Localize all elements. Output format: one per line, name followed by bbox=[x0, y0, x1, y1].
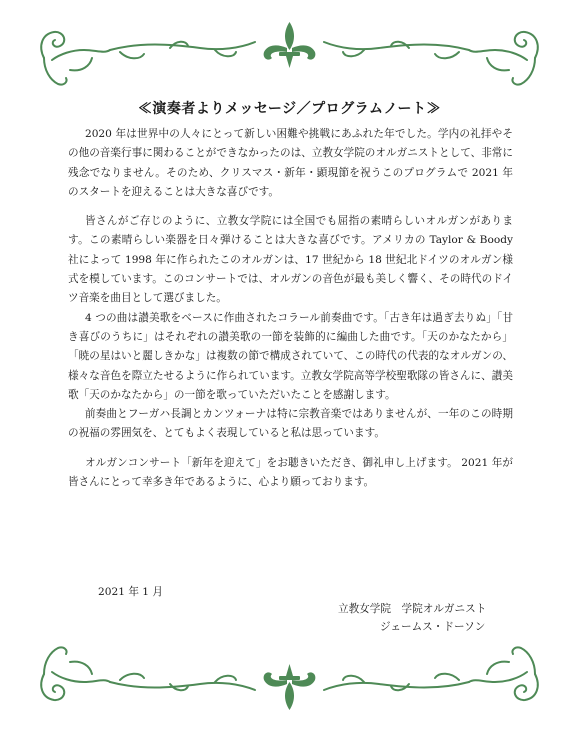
fleur-de-lis-icon bbox=[264, 22, 316, 68]
paragraph: オルガンコンサート「新年を迎えて」をお聴きいただき、御礼申し上げます。 2021 年が皆さんにとって幸多き年であるように、心より願っております。 bbox=[68, 456, 513, 489]
fleur-de-lis-icon bbox=[264, 664, 316, 710]
signature-affiliation: 立教女学院 学院オルガニスト bbox=[338, 603, 487, 615]
paragraph: 2020 年は世界中の人々にとって新しい困難や挑戦にあふれた年でした。学内の礼拝やその他の音楽行事に関わることができなかったのは、立教女学院のオルガニストとして、非常に残念でなりません。そのため、クリスマス・新年・顕現節を祝うこのプログラムで 2021 年のスタートを迎えることは大きな喜びです。 bbox=[68, 128, 513, 198]
signature-name: ジェームス・ドーソン bbox=[380, 621, 486, 633]
date-line: 2021 年 1 月 bbox=[98, 586, 163, 598]
paragraph: 4 つの曲は讃美歌をベースに作曲されたコラール前奏曲です。「古き年は過ぎ去りぬ」「甘き喜びのうちに」はそれぞれの讃美歌の一節を装飾的に編曲した曲です。「天のかなたから」「暁の星はいと麗しきかな」は複数の節で構成されていて、この時代の代表的なオルガンの、様々な音色を際立たせるように作られています。立教女学院高等学校聖歌隊の皆さんに、讃美歌「天のかなたから」の一節を歌っていただいたことを感謝します。 bbox=[68, 311, 513, 401]
message-body bbox=[68, 125, 513, 492]
paragraph: 皆さんがご存じのように、立教女学院には全国でも屈指の素晴らしいオルガンがあります。この素晴らしい楽器を日々弾けることは大きな喜びです。アメリカの Taylor & Boody 社によって 1998 年に作られたこのオルガンは、17 世紀から 18 世紀北ドイツのオルガン様式を模しています。このコンサートでは、オルガンの音色が最も美しく響く、その時代のドイツ音楽を曲目として選びました。 bbox=[68, 215, 513, 305]
bottom-ornament-border bbox=[0, 632, 579, 732]
page-title: ≪演奏者よりメッセージ／プログラムノート≫ bbox=[137, 101, 442, 117]
top-ornament-border bbox=[0, 0, 579, 100]
paragraph: 前奏曲とフーガハ長調とカンツォーナは特に宗教音楽ではありませんが、一年のこの時期の祝福の雰囲気を、とてもよく表現していると私は思っています。 bbox=[68, 408, 513, 440]
